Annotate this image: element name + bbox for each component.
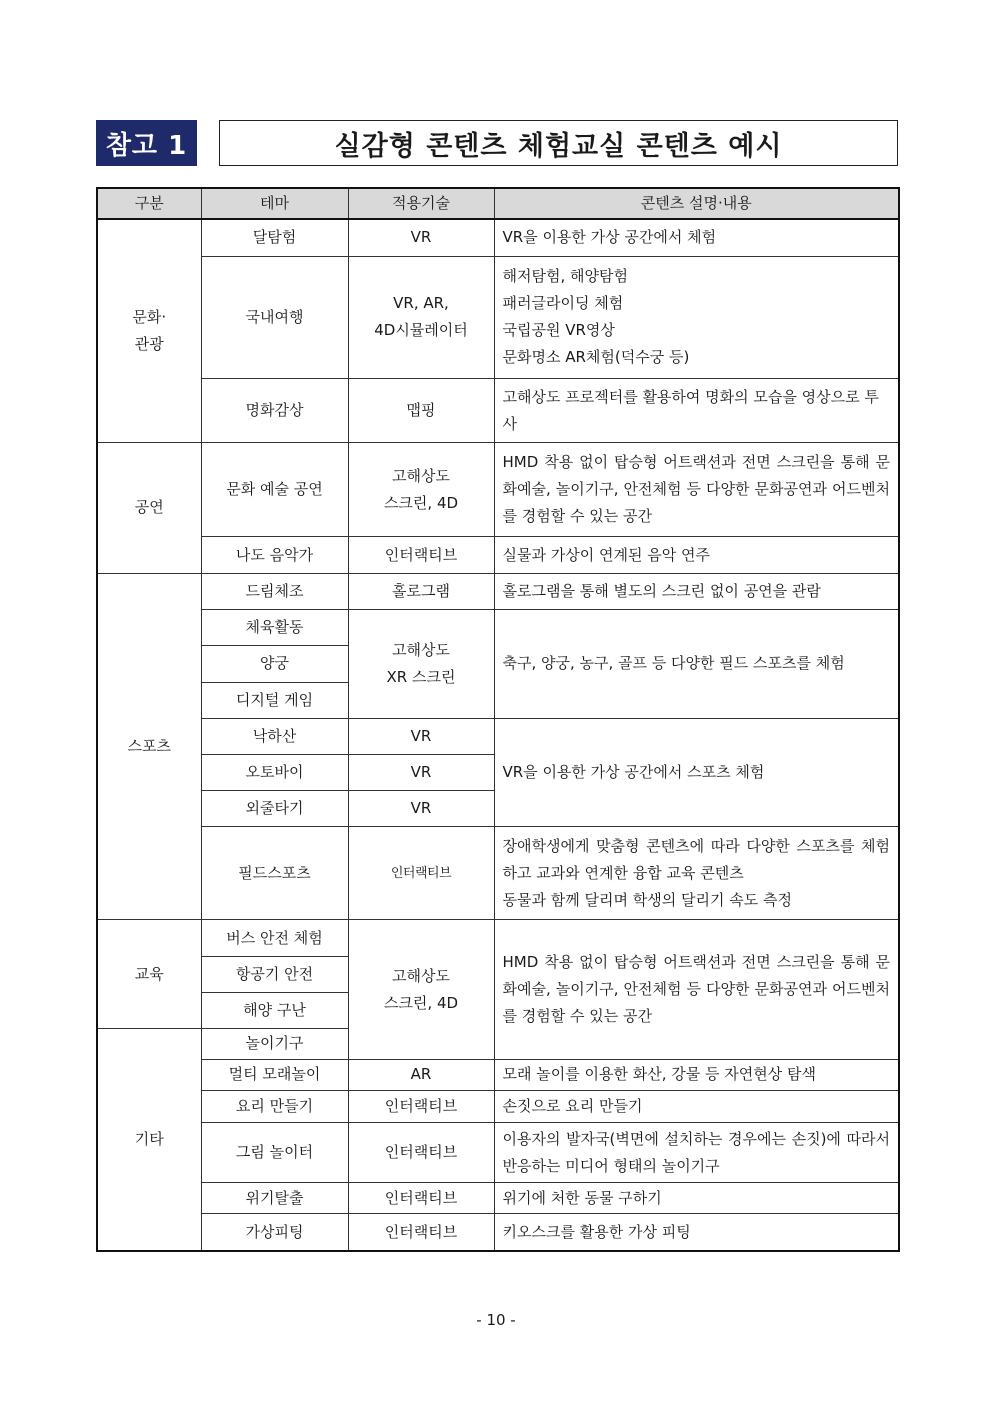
table-row — [97, 573, 899, 609]
theme-cell: 나도 음악가 — [201, 537, 348, 573]
theme-cell: 해양 구난 — [201, 992, 348, 1028]
column-header-category: 구분 — [97, 188, 201, 219]
theme-cell: 그림 놀이터 — [201, 1122, 348, 1182]
table-row — [97, 1059, 899, 1090]
page-title: 실감형 콘텐츠 체험교실 콘텐츠 예시 — [219, 120, 898, 166]
theme-cell: 낙하산 — [201, 718, 348, 754]
group-cell-sports: 스포츠 — [97, 573, 201, 920]
group-cell-etc: 기타 — [97, 1028, 201, 1251]
theme-cell: 디지털 게임 — [201, 682, 348, 718]
tech-cell: 고해상도 스크린, 4D — [348, 920, 494, 1059]
description-cell: 실물과 가상이 연계된 음악 연주 — [494, 537, 899, 573]
table-row — [97, 1122, 899, 1182]
theme-cell: 놀이기구 — [201, 1028, 348, 1059]
description-cell: 고해상도 프로젝터를 활용하여 명화의 모습을 영상으로 투사 — [494, 379, 899, 443]
column-header-theme: 테마 — [201, 188, 348, 219]
table-row — [97, 1183, 899, 1214]
description-cell: HMD 착용 없이 탑승형 어트랙션과 전면 스크린을 통해 문화예술, 놀이기구, 안전체험 등 다양한 문화공연과 어드벤처를 경험할 수 있는 공간 — [494, 920, 899, 1059]
theme-cell: 외줄타기 — [201, 791, 348, 827]
table-row — [97, 379, 899, 443]
tech-cell: 고해상도 XR 스크린 — [348, 609, 494, 718]
group-cell-performance: 공연 — [97, 443, 201, 573]
description-cell: 장애학생에게 맞춤형 콘텐츠에 따라 다양한 스포츠를 체험하고 교과와 연계한 융합 교육 콘텐츠 동물과 함께 달리며 학생의 달리기 속도 측정 — [494, 827, 899, 920]
description-cell: 키오스크를 활용한 가상 피팅 — [494, 1214, 899, 1251]
tech-cell: VR — [348, 219, 494, 256]
theme-cell: 드림체조 — [201, 573, 348, 609]
tech-cell: VR, AR, 4D시뮬레이터 — [348, 256, 494, 378]
tech-cell: 맵핑 — [348, 379, 494, 443]
table-header-row — [97, 188, 899, 219]
column-header-description: 콘텐츠 설명·내용 — [494, 188, 899, 219]
description-cell: 손짓으로 요리 만들기 — [494, 1090, 899, 1122]
table-row — [97, 920, 899, 956]
description-cell: 위기에 처한 동물 구하기 — [494, 1183, 899, 1214]
tech-cell: VR — [348, 791, 494, 827]
description-cell: HMD 착용 없이 탑승형 어트랙션과 전면 스크린을 통해 문화예술, 놀이기구, 안전체험 등 다양한 문화공연과 어드벤처를 경험할 수 있는 공간 — [494, 443, 899, 537]
tech-cell: 인터랙티브 — [348, 1090, 494, 1122]
table-row — [97, 827, 899, 920]
theme-cell: 멀티 모래놀이 — [201, 1059, 348, 1090]
tech-cell: 인터랙티브 — [348, 537, 494, 573]
theme-cell: 버스 안전 체험 — [201, 920, 348, 956]
group-cell-education: 교육 — [97, 920, 201, 1028]
group-cell-culture: 문화· 관광 — [97, 219, 201, 443]
theme-cell: 체육활동 — [201, 609, 348, 645]
tech-cell: 인터랙티브 — [348, 1183, 494, 1214]
tech-cell: VR — [348, 718, 494, 754]
tech-cell: 홀로그램 — [348, 573, 494, 609]
theme-cell: 가상피팅 — [201, 1214, 348, 1251]
table-row — [97, 718, 899, 754]
tech-cell: 인터랙티브 — [348, 1214, 494, 1251]
theme-cell: 요리 만들기 — [201, 1090, 348, 1122]
tech-cell: 인터랙티브 — [348, 827, 494, 920]
theme-cell: 국내여행 — [201, 256, 348, 378]
theme-cell: 오토바이 — [201, 755, 348, 791]
description-cell: 모래 놀이를 이용한 화산, 강물 등 자연현상 탐색 — [494, 1059, 899, 1090]
tech-cell: 고해상도 스크린, 4D — [348, 443, 494, 537]
description-cell: VR을 이용한 가상 공간에서 체험 — [494, 219, 899, 256]
description-cell: 홀로그램을 통해 별도의 스크린 없이 공연을 관람 — [494, 573, 899, 609]
tech-cell: VR — [348, 755, 494, 791]
table-row — [97, 537, 899, 573]
theme-cell: 달탐험 — [201, 219, 348, 256]
theme-cell: 문화 예술 공연 — [201, 443, 348, 537]
theme-cell: 양궁 — [201, 645, 348, 682]
theme-cell: 명화감상 — [201, 379, 348, 443]
column-header-technology: 적용기술 — [348, 188, 494, 219]
theme-cell: 필드스포츠 — [201, 827, 348, 920]
table-row — [97, 1214, 899, 1251]
theme-cell: 위기탈출 — [201, 1183, 348, 1214]
reference-badge: 참고 1 — [96, 120, 197, 166]
contents-table — [96, 187, 900, 1252]
description-cell: VR을 이용한 가상 공간에서 스포츠 체험 — [494, 718, 899, 826]
description-cell: 해저탐험, 해양탐험 패러글라이딩 체험 국립공원 VR영상 문화명소 AR체험(덕수궁 등) — [494, 256, 899, 378]
table-row — [97, 443, 899, 537]
description-cell: 축구, 양궁, 농구, 골프 등 다양한 필드 스포츠를 체험 — [494, 609, 899, 718]
theme-cell: 항공기 안전 — [201, 956, 348, 992]
table-row — [97, 609, 899, 645]
tech-cell: AR — [348, 1059, 494, 1090]
table-row — [97, 1090, 899, 1122]
description-cell: 이용자의 발자국(벽면에 설치하는 경우에는 손짓)에 따라서 반응하는 미디어 형태의 놀이기구 — [494, 1122, 899, 1182]
table-row — [97, 219, 899, 256]
tech-cell: 인터랙티브 — [348, 1122, 494, 1182]
table-row — [97, 256, 899, 378]
page-number: - 10 - — [476, 1311, 516, 1329]
